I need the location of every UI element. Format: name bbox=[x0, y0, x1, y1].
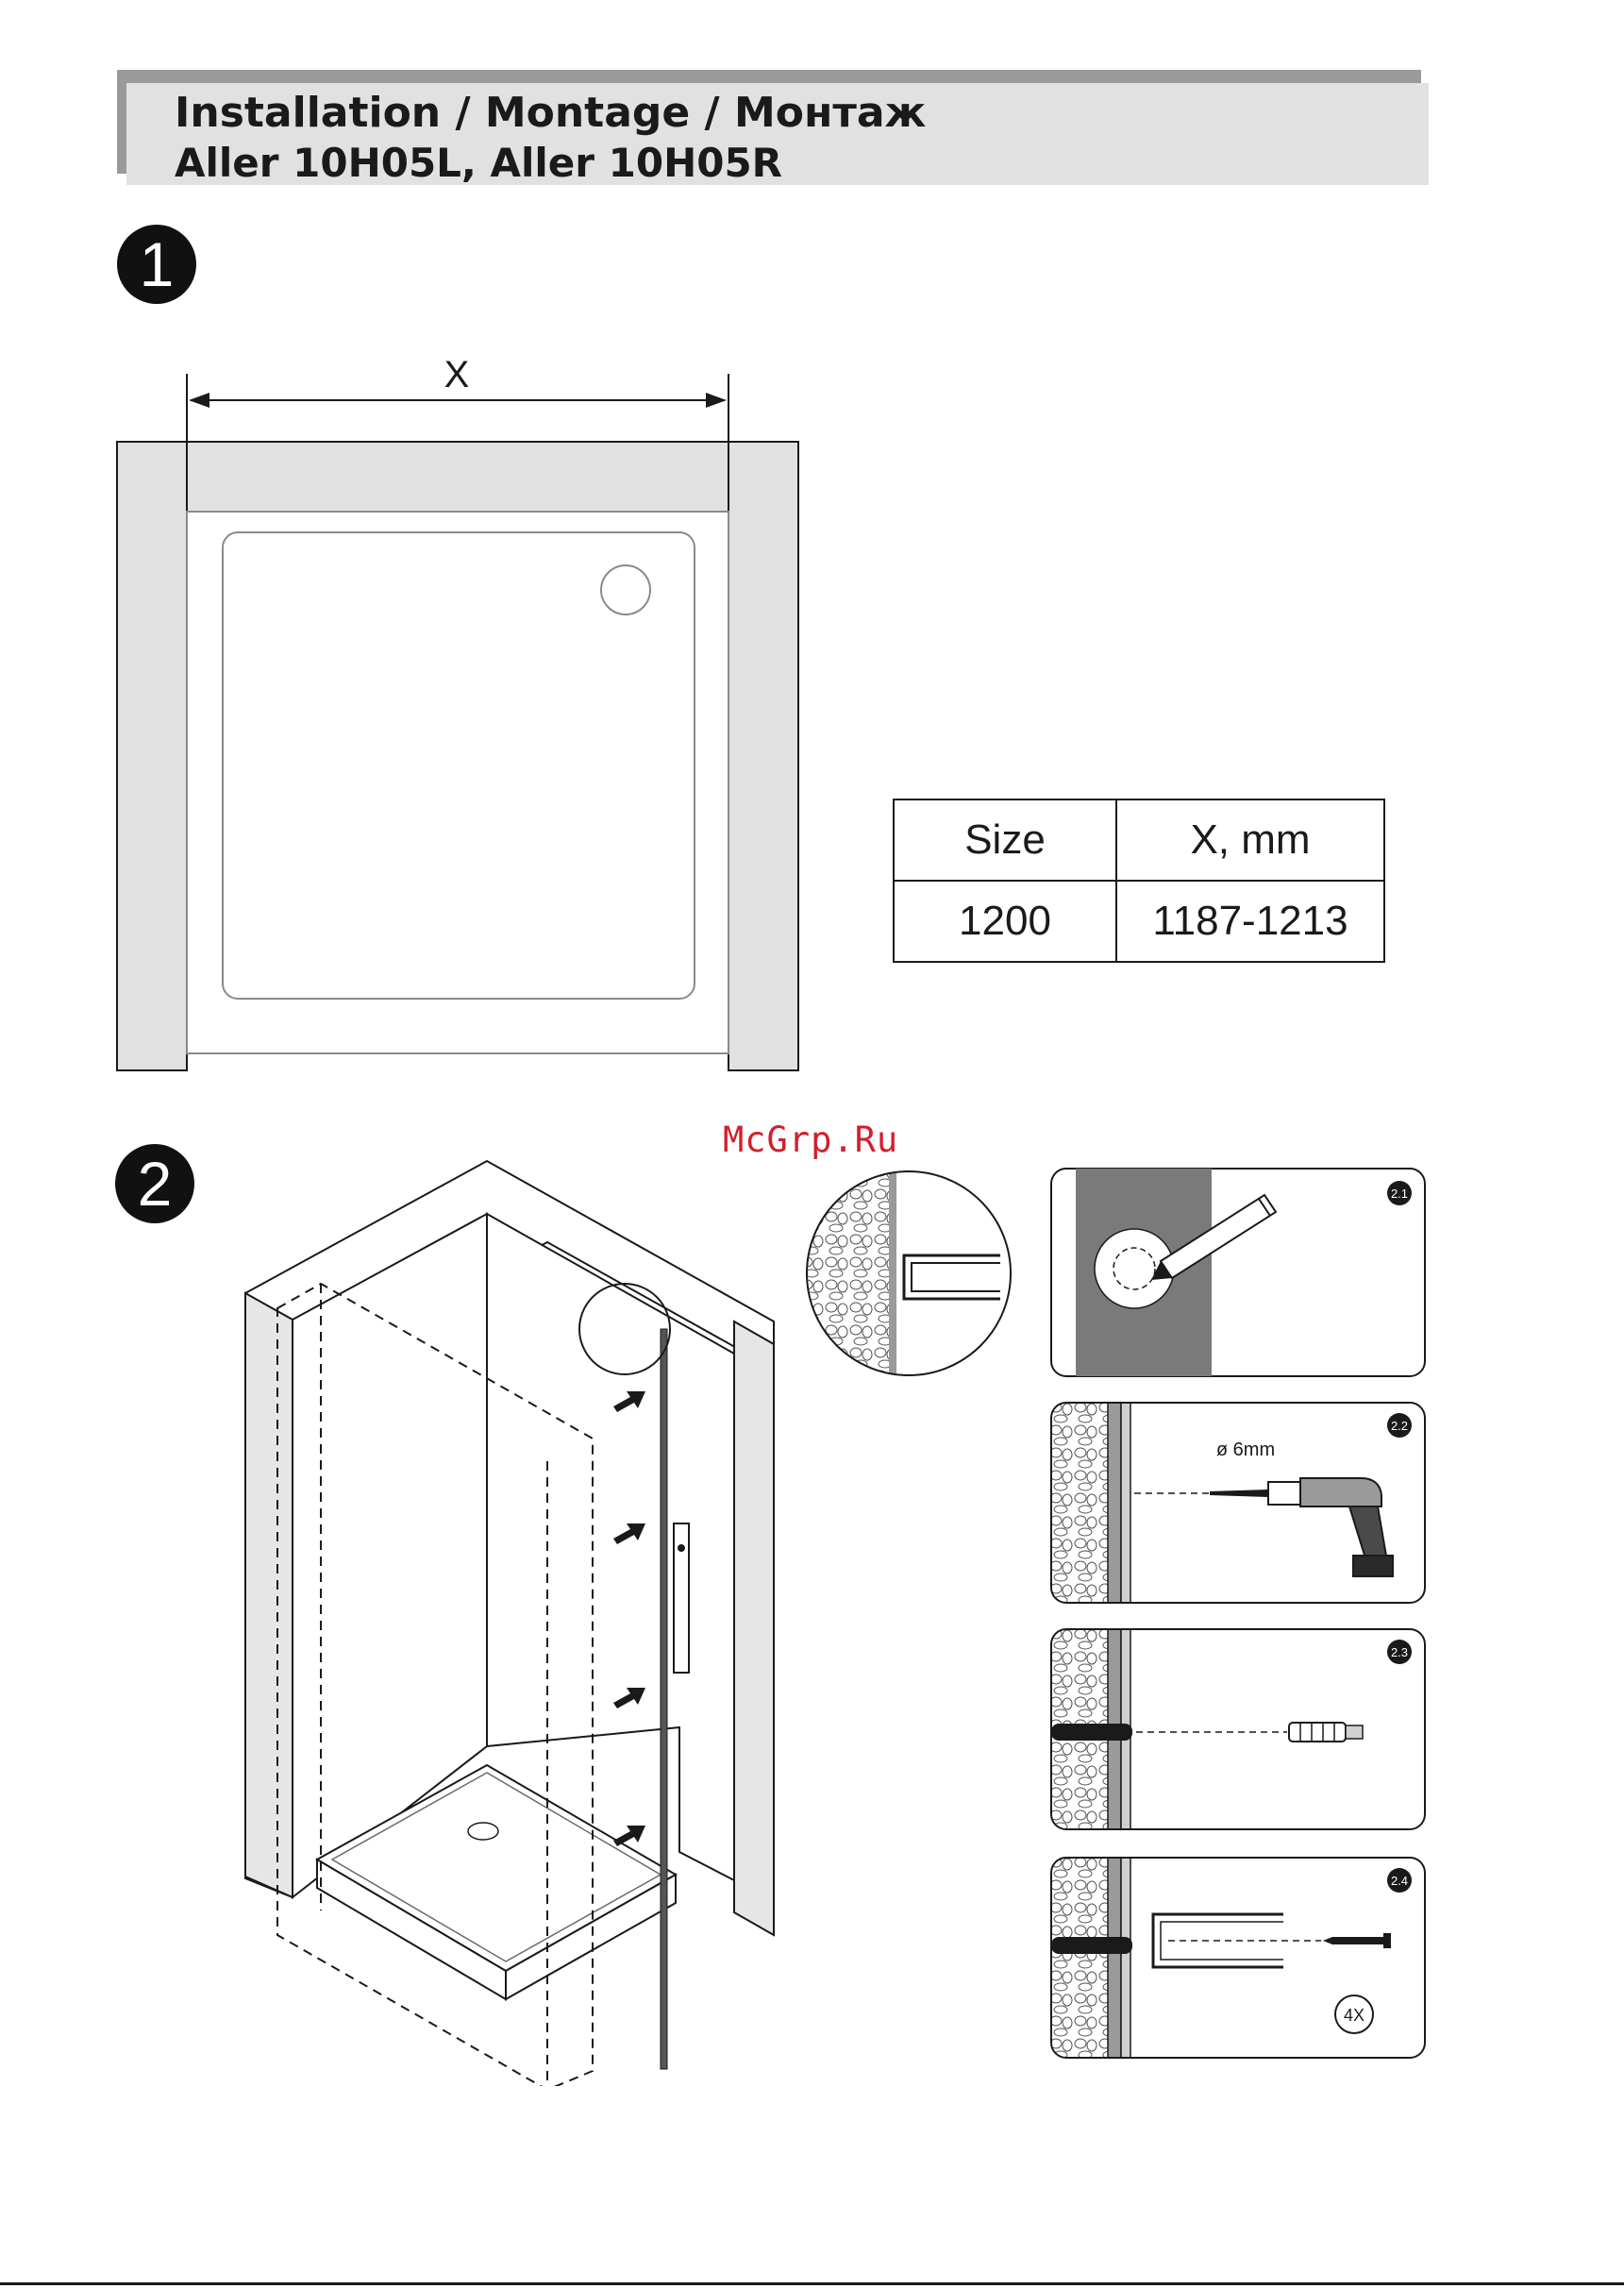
dimension-arrow-right bbox=[706, 393, 727, 408]
profile-bracket bbox=[904, 1255, 1000, 1299]
tile-layer bbox=[1108, 1858, 1121, 2058]
stone-wall-texture bbox=[1051, 1403, 1110, 1603]
substep-2-4-panel bbox=[1049, 1856, 1427, 2060]
step-1-top-view-diagram bbox=[104, 359, 812, 1076]
page-title: Installation / Montage / Монтаж bbox=[175, 89, 927, 137]
wall-left bbox=[117, 442, 187, 1070]
step-1-badge: 1 bbox=[117, 225, 196, 304]
substep-number: 2.2 bbox=[1390, 1419, 1409, 1433]
tile-layer bbox=[1108, 1403, 1121, 1603]
substep-2-3-panel bbox=[1049, 1627, 1427, 1831]
detail-magnifier bbox=[800, 1165, 1017, 1382]
plug-in-hole bbox=[1051, 1937, 1132, 1954]
quantity-label: 4X bbox=[1343, 2006, 1365, 2025]
wall-back bbox=[187, 442, 728, 512]
substep-number: 2.1 bbox=[1390, 1187, 1409, 1201]
tile-layer bbox=[889, 1165, 896, 1382]
table-header-cell: X, mm bbox=[1116, 799, 1384, 881]
step-2-badge: 2 bbox=[115, 1144, 194, 1223]
table-cell: 1187-1213 bbox=[1116, 881, 1384, 962]
model-subtitle: Aller 10H05L, Aller 10H05R bbox=[175, 140, 783, 186]
wall-right bbox=[728, 442, 798, 1070]
handle-screw-icon bbox=[678, 1544, 685, 1552]
dimension-label: X bbox=[444, 359, 470, 396]
drain-icon bbox=[468, 1823, 498, 1840]
arrow-icon bbox=[613, 1826, 645, 1846]
substep-number: 2.4 bbox=[1390, 1874, 1409, 1888]
substep-2-1-panel bbox=[1049, 1167, 1427, 1378]
stone-wall-texture bbox=[800, 1165, 889, 1382]
size-table bbox=[893, 799, 1385, 963]
wall-left-face bbox=[245, 1293, 293, 1897]
screw-icon bbox=[1323, 1933, 1391, 1948]
stone-wall-texture bbox=[1051, 1858, 1110, 2058]
drill-size-label: ø 6mm bbox=[1215, 1439, 1276, 1460]
page-bottom-rule bbox=[0, 2282, 1624, 2285]
wall-plug-icon bbox=[1289, 1723, 1363, 1742]
substep-2-2-panel bbox=[1049, 1401, 1427, 1605]
drilled-hole bbox=[1051, 1724, 1132, 1741]
drill-icon bbox=[1210, 1478, 1393, 1576]
table-cell: 1200 bbox=[894, 881, 1116, 962]
adhesive-layer bbox=[1121, 1403, 1130, 1603]
profile-bracket-inner bbox=[912, 1263, 1000, 1291]
substep-number: 2.3 bbox=[1390, 1645, 1409, 1659]
wall-profile bbox=[661, 1329, 667, 2069]
table-header-cell: Size bbox=[894, 799, 1116, 881]
dimension-arrow-left bbox=[189, 393, 209, 408]
wall-right-face bbox=[734, 1321, 774, 1935]
watermark: McGrp.Ru bbox=[723, 1119, 899, 1160]
table-header-row bbox=[894, 799, 1384, 881]
adhesive-layer bbox=[1121, 1858, 1130, 2058]
drain-icon bbox=[601, 565, 650, 614]
table-row bbox=[894, 881, 1384, 962]
